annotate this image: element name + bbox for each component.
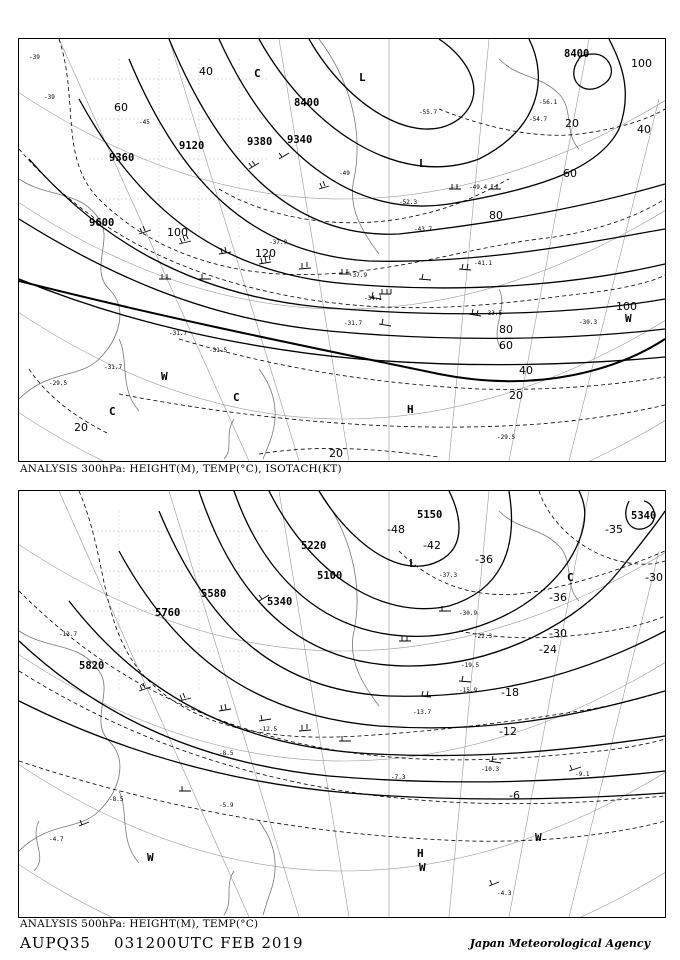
temp-contour-label: -18 (501, 686, 519, 699)
warm-center: W (147, 851, 154, 864)
temp-label: -19.5 (461, 662, 480, 669)
isotach-label: 20 (74, 421, 88, 434)
temp-label: -13.7 (59, 631, 78, 638)
temp-label: -31.7 (344, 320, 363, 327)
isotach-label: 40 (519, 364, 533, 377)
chart-300hpa-canvas (19, 39, 665, 461)
height-label: 8400 (294, 97, 320, 109)
isotach-label: 60 (563, 167, 577, 180)
height-label: 9340 (287, 134, 313, 146)
chart-500hpa (18, 490, 666, 918)
low-center: L (359, 71, 366, 84)
temp-label: -54.7 (529, 116, 548, 123)
height-contours (19, 39, 665, 365)
temp-label: -4.3 (497, 890, 512, 897)
temp-label: -29.5 (497, 434, 516, 441)
temp-label: -30.3 (579, 319, 598, 326)
warm-center: W (625, 312, 632, 325)
temp-contour-label: -48 (387, 523, 405, 536)
temp-contour-label: -35 (605, 523, 623, 536)
wind-barbs (79, 595, 581, 886)
temp-label: -29.5 (49, 380, 68, 387)
high-center: H (417, 847, 424, 860)
isotach-label: 80 (499, 323, 513, 336)
cold-center: C (567, 571, 574, 584)
temp-contour-label: -36 (549, 591, 567, 604)
temp-label: -10.3 (481, 766, 500, 773)
isotach-label: 100 (631, 57, 652, 70)
height-label: 9360 (109, 152, 135, 164)
temp-label: -34.1 (364, 295, 383, 302)
height-label: 5760 (155, 607, 181, 619)
temp-label: -49 (339, 170, 350, 177)
height-labels (89, 48, 589, 229)
temp-label: -4.7 (49, 836, 64, 843)
temp-label: -8.5 (109, 796, 124, 803)
warm-center: W (161, 370, 168, 383)
temp-contour-label: -24 (539, 643, 557, 656)
cold-center: C (254, 67, 261, 80)
temp-label: -31.5 (209, 347, 228, 354)
temp-label: -43.7 (414, 226, 433, 233)
cold-center: C (109, 405, 116, 418)
height-label: 9600 (89, 217, 115, 229)
isotach-label: 20 (509, 389, 523, 402)
warm-center: W (535, 831, 542, 844)
isotach-label: 60 (114, 101, 128, 114)
temp-label: -31.7 (104, 364, 123, 371)
isotach-label: 80 (489, 209, 503, 222)
temp-label: -5.9 (219, 802, 234, 809)
height-label: 5150 (417, 509, 443, 521)
isotach-label: 100 (616, 300, 637, 313)
height-label: 9380 (247, 136, 273, 148)
isotach-labels (74, 57, 652, 460)
isotach-label: 40 (199, 65, 213, 78)
caption-500hpa: ANALYSIS 500hPa: HEIGHT(M), TEMP(°C) (20, 918, 259, 930)
temp-label: -37.9 (269, 239, 288, 246)
temp-label: -41.1 (474, 260, 493, 267)
height-label: 5820 (79, 660, 105, 672)
warm-center: W (419, 861, 426, 874)
caption-300hpa: ANALYSIS 300hPa: HEIGHT(M), TEMP(°C), ISOTACH(KT) (20, 463, 342, 475)
low-center: L (419, 157, 426, 170)
isotach-label: 40 (637, 123, 651, 136)
temp-label: -52.3 (399, 199, 418, 206)
high-center: H (407, 403, 414, 416)
temp-label: -39 (44, 94, 55, 101)
isotach-label: 120 (255, 247, 276, 260)
temp-label: -56.1 (539, 99, 558, 106)
temp-label: -45 (139, 119, 150, 126)
temp-label: -39 (29, 54, 40, 61)
chart-300hpa (18, 38, 666, 462)
temp-label: -55.7 (419, 109, 438, 116)
height-label: 9120 (179, 140, 205, 152)
temp-label: -22.3 (474, 633, 493, 640)
temp-contour-label: -30 (549, 627, 567, 640)
temp-contour-label: -30 (645, 571, 663, 584)
product-line (20, 934, 304, 952)
temp-contour-label: -6 (509, 789, 520, 802)
temp-label: -31.7 (169, 330, 188, 337)
agency-name: Japan Meteorological Agency (469, 937, 650, 950)
isotach-label: 60 (499, 339, 513, 352)
temp-label: -13.7 (413, 709, 432, 716)
height-label: 8400 (564, 48, 590, 60)
graticule (19, 491, 665, 917)
height-label: 5100 (317, 570, 343, 582)
chart-500hpa-canvas (19, 491, 665, 917)
temp-label: -7.3 (391, 774, 406, 781)
temp-label: -49.4 (469, 184, 488, 191)
temp-label: -9.1 (575, 771, 590, 778)
temp-label: -12.5 (259, 726, 278, 733)
temp-label: -37.3 (439, 572, 458, 579)
height-label: 5340 (631, 510, 657, 522)
temp-label: -33.5 (484, 310, 503, 317)
height-contours (19, 491, 665, 799)
temperature-contours (19, 491, 665, 841)
temp-label: -8.5 (219, 750, 234, 757)
low-center: L (409, 557, 416, 570)
isotach-label: 20 (565, 117, 579, 130)
temp-contour-label: -42 (423, 539, 441, 552)
analysis-datetime: 031200UTC FEB 2019 (114, 934, 304, 952)
height-label: 5580 (201, 588, 227, 600)
temp-label: -37.9 (349, 272, 368, 279)
station-grid (89, 511, 269, 691)
height-labels (79, 509, 656, 672)
isotach-label: 100 (167, 226, 188, 239)
height-label: 5340 (267, 596, 293, 608)
wind-barbs (139, 153, 501, 326)
temp-contour-label: -12 (499, 725, 517, 738)
height-label: 5220 (301, 540, 327, 552)
product-id: AUPQ35 (20, 934, 91, 952)
cold-center: C (233, 391, 240, 404)
temp-label: -30.9 (459, 610, 478, 617)
temp-contour-label: -36 (475, 553, 493, 566)
temp-label: -15.9 (459, 687, 478, 694)
isotach-label: 20 (329, 447, 343, 460)
